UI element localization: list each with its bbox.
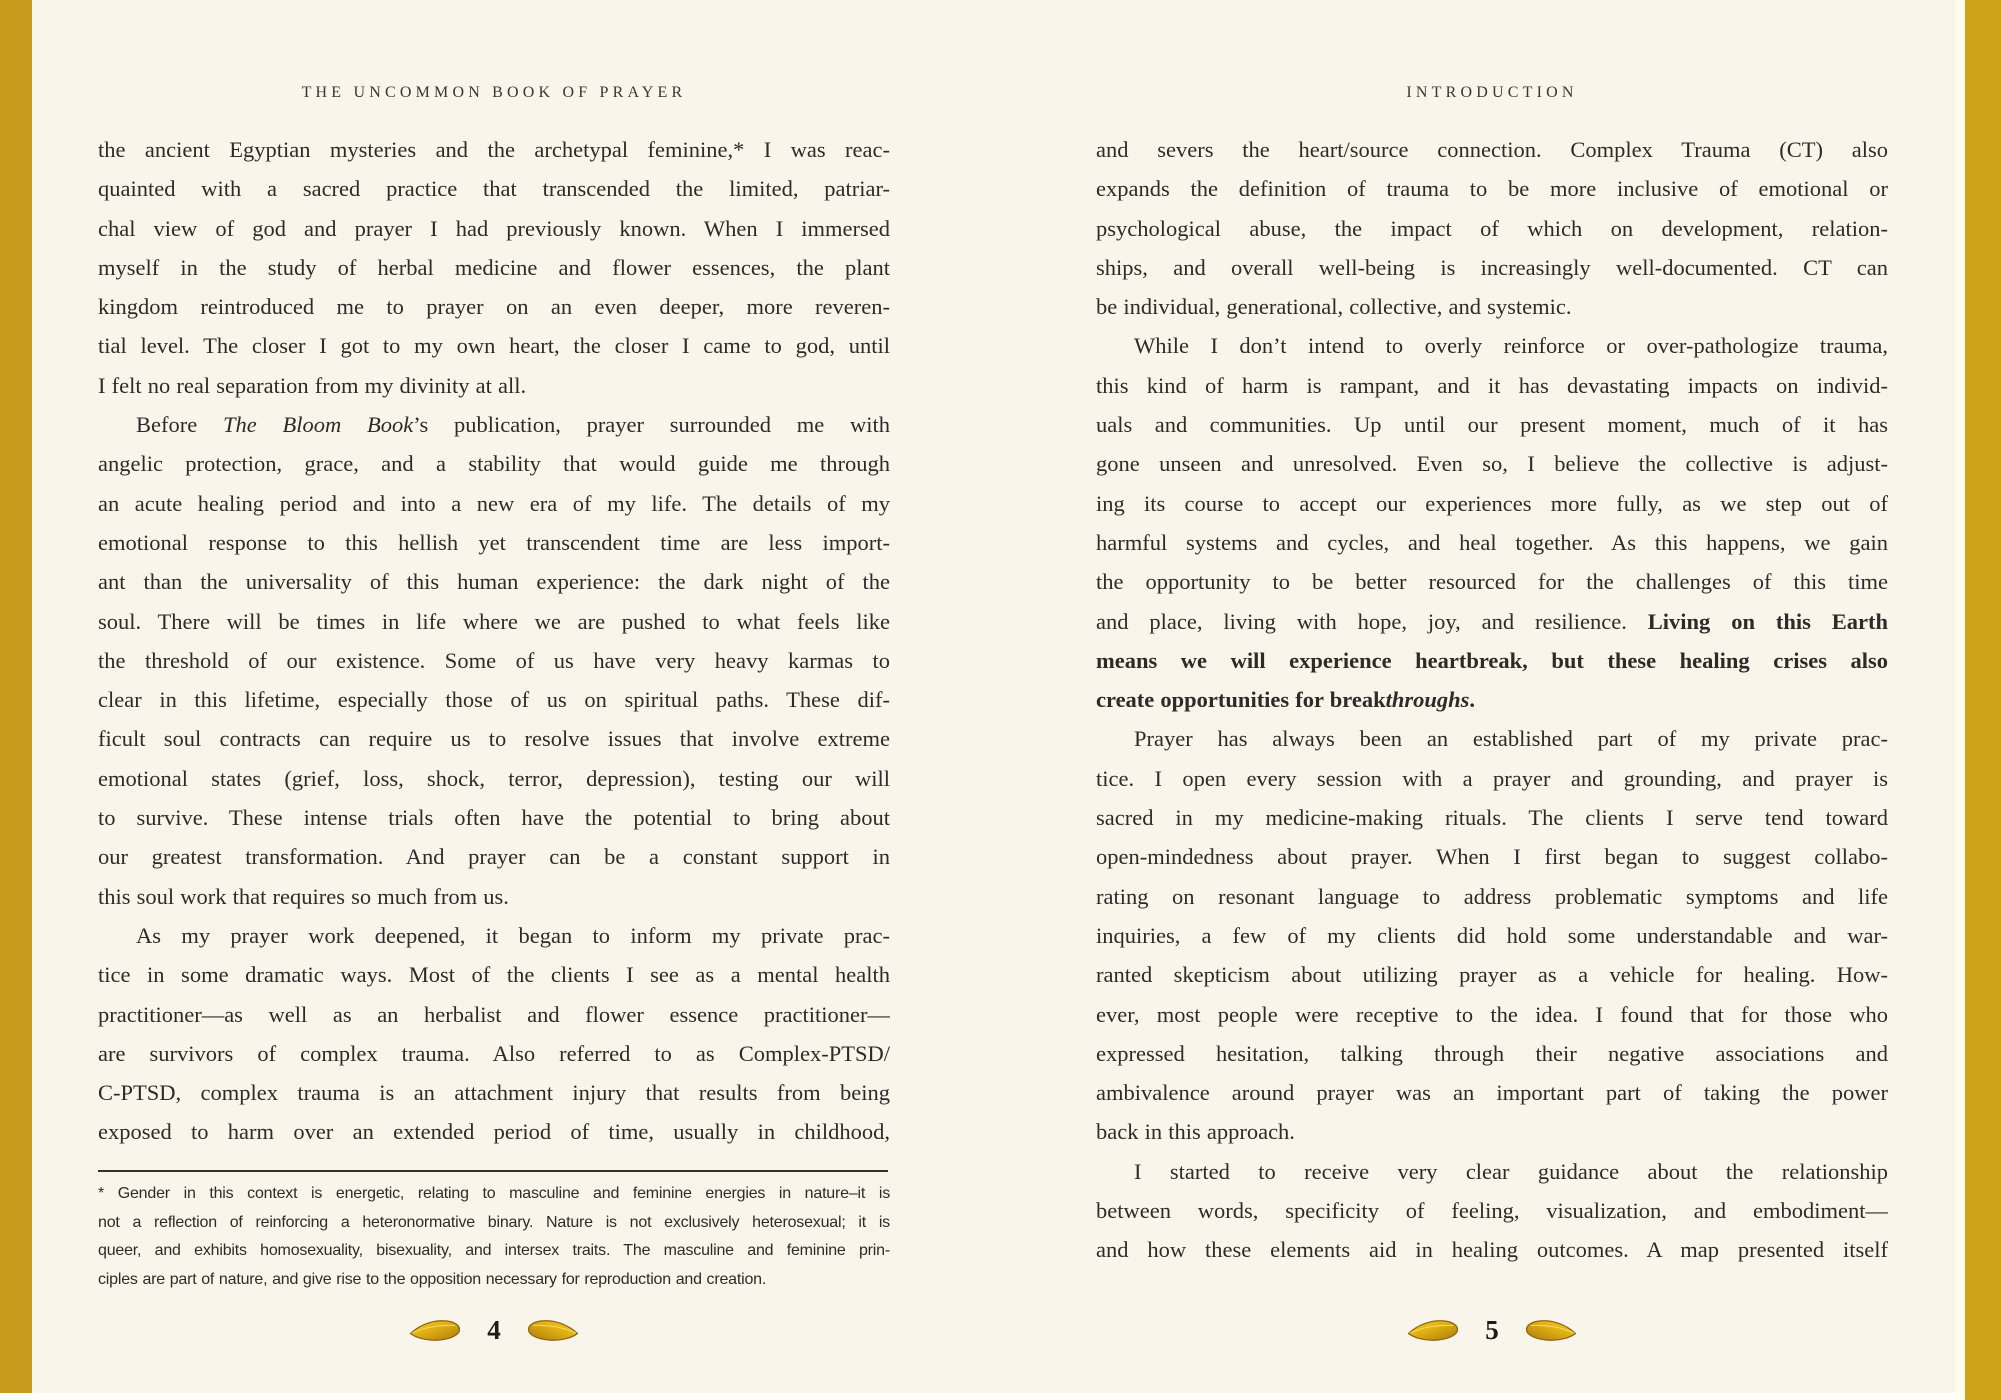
text-line: tial level. The closer I got to my own heart, the closer I came to god, until	[98, 333, 890, 359]
text-line: exposed to harm over an extended period of time, usually in childhood,	[98, 1119, 890, 1145]
text-line: the ancient Egyptian mysteries and the archetypal feminine,* I was reac-	[98, 137, 890, 162]
text-line: and place, living with hope, joy, and resilience. Living on this Earth	[1096, 608, 1888, 634]
bottom-page-edge	[0, 1393, 1955, 1400]
text-line: back in this approach.	[1096, 1119, 1295, 1145]
text-line: quainted with a sacred practice that transcended the limited, patriar-	[98, 176, 890, 202]
text-line: uals and communities. Up until our present moment, much of it has	[1096, 412, 1888, 438]
text-line: ships, and overall well-being is increasingly well-documented. CT can	[1096, 254, 1888, 280]
text-line: our greatest transformation. And prayer can be a constant support in	[98, 844, 890, 870]
text-line: ranted skepticism about utilizing prayer as a vehicle for healing. How-	[1096, 962, 1888, 988]
text-line: gone unseen and unresolved. Even so, I believe the collective is adjust-	[1096, 451, 1888, 477]
text-line: to survive. These intense trials often have the potential to bring about	[98, 805, 890, 831]
text-line: I started to receive very clear guidance about the relationship	[1134, 1158, 1888, 1184]
text-line: the threshold of our existence. Some of us have very heavy karmas to	[98, 647, 890, 673]
text-line: angelic protection, grace, and a stability that would guide me through	[98, 451, 890, 477]
text-line: expressed hesitation, talking through their negative associations and	[1096, 1040, 1888, 1066]
text-line: ever, most people were receptive to the idea. I found that for those who	[1096, 1001, 1888, 1027]
text-line: means we will experience heartbreak, but these healing crises also	[1096, 647, 1888, 673]
text-line: I felt no real separation from my divinity at all.	[98, 372, 527, 398]
text-line: open-mindedness about prayer. When I first began to suggest collabo-	[1096, 844, 1888, 870]
text-line: an acute healing period and into a new era of my life. The details of my	[98, 490, 890, 516]
gold-leaf-ornament-icon	[1525, 1317, 1577, 1343]
text-line: and severs the heart/source connection. Complex Trauma (CT) also	[1096, 137, 1888, 162]
footnote-divider-rule	[98, 1170, 888, 1172]
right-running-header: INTRODUCTION	[1406, 84, 1578, 101]
text-line: psychological abuse, the impact of which on development, relation-	[1096, 215, 1888, 241]
right-page-footer	[1096, 1310, 1888, 1350]
text-line: myself in the study of herbal medicine and flower essences, the plant	[98, 254, 890, 280]
text-line: While I don’t intend to overly reinforce or over-pathologize trauma,	[1134, 333, 1888, 359]
gold-leaf-ornament-icon	[527, 1317, 579, 1343]
text-line: emotional response to this hellish yet transcendent time are less import-	[98, 529, 890, 555]
text-line: tice. I open every session with a prayer and grounding, and prayer is	[1096, 765, 1888, 791]
text-line: ficult soul contracts can require us to resolve issues that involve extreme	[98, 726, 890, 752]
text-line: are survivors of complex trauma. Also referred to as Complex-PTSD/	[98, 1040, 890, 1066]
text-line: expands the definition of trauma to be more inclusive of emotional or	[1096, 176, 1888, 202]
text-line: chal view of god and prayer I had previously known. When I immersed	[98, 215, 890, 241]
footnote-text	[98, 1180, 890, 1294]
text-line: ambivalence around prayer was an important part of taking the power	[1096, 1080, 1888, 1106]
text-line: sacred in my medicine-making rituals. The clients I serve tend toward	[1096, 805, 1888, 831]
text-line: * Gender in this context is energetic, relating to masculine and feminine energies in nature–it is	[98, 1185, 890, 1202]
text-line: between words, specificity of feeling, visualization, and embodiment—	[1096, 1198, 1888, 1224]
text-line: As my prayer work deepened, it began to inform my private prac-	[136, 922, 890, 948]
left-page-number: 4	[487, 1314, 501, 1345]
text-line: Before The Bloom Book’s publication, prayer surrounded me with	[136, 412, 890, 438]
right-edge-pale-strip	[1955, 0, 1965, 1400]
left-gold-edge-bar	[0, 0, 32, 1400]
gold-leaf-ornament-icon	[1407, 1317, 1459, 1343]
text-line: clear in this lifetime, especially those of us on spiritual paths. These dif-	[98, 687, 890, 713]
left-page-body-text	[98, 130, 890, 1152]
text-line: emotional states (grief, loss, shock, terror, depression), testing our will	[98, 765, 890, 791]
gold-leaf-ornament-icon	[409, 1317, 461, 1343]
text-line: practitioner—as well as an herbalist and flower essence practitioner—	[98, 1001, 890, 1027]
text-line: be individual, generational, collective, and systemic.	[1096, 294, 1572, 320]
text-line: ant than the universality of this human experience: the dark night of the	[98, 569, 890, 595]
text-line: not a reflection of reinforcing a heteronormative binary. Nature is not exclusively heterosexual; it is	[98, 1213, 890, 1231]
text-line: soul. There will be times in life where we are pushed to what feels like	[98, 608, 890, 634]
text-line: C-PTSD, complex trauma is an attachment injury that results from being	[98, 1080, 890, 1106]
left-running-header: THE UNCOMMON BOOK OF PRAYER	[301, 84, 687, 101]
text-line: this kind of harm is rampant, and it has devastating impacts on individ-	[1096, 372, 1888, 398]
text-line: tice in some dramatic ways. Most of the clients I see as a mental health	[98, 962, 890, 988]
text-line: create opportunities for breakthroughs.	[1096, 687, 1476, 713]
text-line: ing its course to accept our experiences more fully, as we step out of	[1096, 490, 1888, 516]
text-line: this soul work that requires so much from us.	[98, 883, 509, 909]
text-line: kingdom reintroduced me to prayer on an even deeper, more reveren-	[98, 294, 890, 320]
text-line: ciples are part of nature, and give rise to the opposition necessary for reproduction and creation.	[98, 1270, 767, 1288]
text-line: Prayer has always been an established part of my private prac-	[1134, 726, 1888, 752]
text-line: and how these elements aid in healing outcomes. A map presented itself	[1096, 1237, 1888, 1263]
text-line: queer, and exhibits homosexuality, bisexuality, and intersex traits. The masculine and feminine prin-	[98, 1242, 890, 1260]
text-line: harmful systems and cycles, and heal together. As this happens, we gain	[1096, 529, 1888, 555]
right-page-number: 5	[1485, 1314, 1499, 1345]
text-line: the opportunity to be better resourced for the challenges of this time	[1096, 569, 1888, 595]
left-page-footer	[98, 1310, 890, 1350]
right-page-body-text	[1096, 130, 1888, 1270]
text-line: rating on resonant language to address problematic symptoms and life	[1096, 883, 1888, 909]
right-gold-edge-bar	[1965, 0, 2001, 1400]
text-line: inquiries, a few of my clients did hold some understandable and war-	[1096, 922, 1888, 948]
